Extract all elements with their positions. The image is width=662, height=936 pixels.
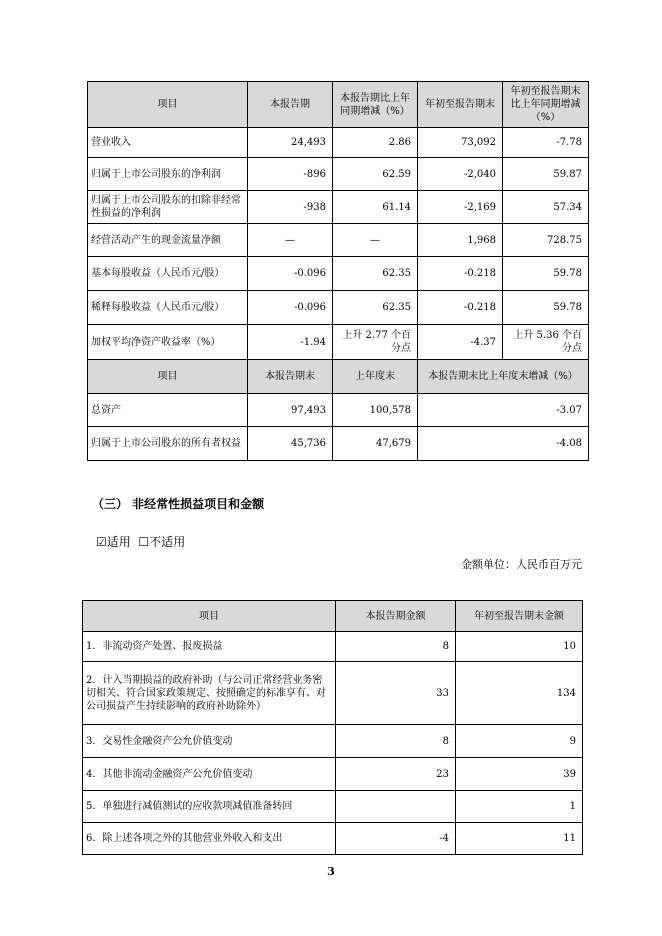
nonrecurring-items-table [82, 600, 583, 855]
cell: 33 [336, 662, 456, 725]
table-row [83, 662, 583, 725]
cell: 11 [456, 823, 583, 855]
cell: 100,578 [333, 394, 418, 427]
header-change-vs-year-end: 本报告期末比上年度末增减（%） [418, 360, 589, 394]
cell: 61.14 [333, 191, 418, 224]
cell: 57.34 [503, 191, 589, 224]
header-yoy-change: 本报告期比上年同期增减（%） [333, 82, 418, 128]
table-row [83, 823, 583, 855]
header-current-amount: 本报告期金额 [336, 601, 456, 632]
row-label: 经营活动产生的现金流量净额 [88, 224, 248, 257]
cell: 24,493 [248, 128, 333, 158]
table-row [88, 427, 589, 461]
cell: -4.08 [418, 427, 589, 461]
table-row [88, 158, 589, 191]
row-label: 3．交易性金融资产公允价值变动 [83, 725, 336, 758]
cell: 2.86 [333, 128, 418, 158]
row-label: 2．计入当期损益的政府补助（与公司正常经营业务密切相关、符合国家政策规定、按照确定的标准享有、对公司损益产生持续影响的政府补助除外） [83, 662, 336, 725]
row-label: 稀释每股收益（人民币元/股） [88, 291, 248, 325]
unchecked-box-icon: ☐ [138, 535, 150, 549]
cell: 上升 5.36 个百分点 [503, 325, 589, 360]
row-label: 4．其他非流动金融资产公允价值变动 [83, 758, 336, 791]
cell: -896 [248, 158, 333, 191]
cell: 23 [336, 758, 456, 791]
row-label: 1．非流动资产处置、报废损益 [83, 632, 336, 662]
row-label: 归属于上市公司股东的扣除非经常性损益的净利润 [88, 191, 248, 224]
header-prior-year-end: 上年度末 [333, 360, 418, 394]
cell: 上升 2.77 个百分点 [333, 325, 418, 360]
row-label: 归属于上市公司股东的所有者权益 [88, 427, 248, 461]
table-row [83, 758, 583, 791]
section-title: （三） 非经常性损益项目和金额 [92, 497, 265, 511]
cell: 47,679 [333, 427, 418, 461]
cell: 59.78 [503, 291, 589, 325]
cell: 62.35 [333, 291, 418, 325]
cell: 728.75 [503, 224, 589, 257]
cell: -4.37 [418, 325, 503, 360]
table-row [83, 791, 583, 823]
applicability-options [96, 533, 185, 550]
financial-summary-table [87, 81, 589, 461]
not-applicable-label: 不适用 [149, 535, 186, 549]
cell: 134 [456, 662, 583, 725]
table-row [88, 191, 589, 224]
row-label: 加权平均净资产收益率（%） [88, 325, 248, 360]
cell: 97,493 [248, 394, 333, 427]
header-item: 项目 [88, 360, 248, 394]
cell: 8 [336, 725, 456, 758]
header-current-period: 本报告期 [248, 82, 333, 128]
cell: 10 [456, 632, 583, 662]
cell: -4 [336, 823, 456, 855]
cell: -0.218 [418, 257, 503, 291]
cell: 59.87 [503, 158, 589, 191]
cell: 1 [456, 791, 583, 823]
table-row [88, 291, 589, 325]
table-header-row [83, 601, 583, 632]
table-row [83, 632, 583, 662]
cell: -0.096 [248, 291, 333, 325]
header-item: 项目 [88, 82, 248, 128]
header-ytd-amount: 年初至报告期末金额 [456, 601, 583, 632]
cell: -0.218 [418, 291, 503, 325]
cell: 1,968 [418, 224, 503, 257]
row-label: 总资产 [88, 394, 248, 427]
cell: 62.35 [333, 257, 418, 291]
cell: 59.78 [503, 257, 589, 291]
cell: -938 [248, 191, 333, 224]
page-number: 3 [327, 865, 335, 878]
row-label: 6．除上述各项之外的其他营业外收入和支出 [83, 823, 336, 855]
table-header-row [88, 82, 589, 128]
cell: -3.07 [418, 394, 589, 427]
header-ytd-change: 年初至报告期末比上年同期增减（%） [503, 82, 589, 128]
cell: — [248, 224, 333, 257]
cell: -2,040 [418, 158, 503, 191]
cell: — [333, 224, 418, 257]
row-label: 归属于上市公司股东的净利润 [88, 158, 248, 191]
cell: 9 [456, 725, 583, 758]
row-label: 基本每股收益（人民币元/股） [88, 257, 248, 291]
header-period-end: 本报告期末 [248, 360, 333, 394]
header-ytd: 年初至报告期末 [418, 82, 503, 128]
cell: 62.59 [333, 158, 418, 191]
cell: -7.78 [503, 128, 589, 158]
table-row [88, 128, 589, 158]
row-label: 5．单独进行减值测试的应收款项减值准备转回 [83, 791, 336, 823]
applicable-label: 适用 [106, 535, 131, 549]
cell: 39 [456, 758, 583, 791]
checked-box-icon: ☑ [96, 535, 107, 549]
cell: 45,736 [248, 427, 333, 461]
table-row [88, 394, 589, 427]
cell: -1.94 [248, 325, 333, 360]
row-label: 营业收入 [88, 128, 248, 158]
table-row [88, 325, 589, 360]
table-header-row [88, 360, 589, 394]
cell: 8 [336, 632, 456, 662]
cell: 73,092 [418, 128, 503, 158]
table-row [88, 257, 589, 291]
cell [336, 791, 456, 823]
unit-label: 金额单位：人民币百万元 [461, 558, 582, 571]
table-row [83, 725, 583, 758]
cell: -0.096 [248, 257, 333, 291]
header-item: 项目 [83, 601, 336, 632]
table-row [88, 224, 589, 257]
cell: -2,169 [418, 191, 503, 224]
